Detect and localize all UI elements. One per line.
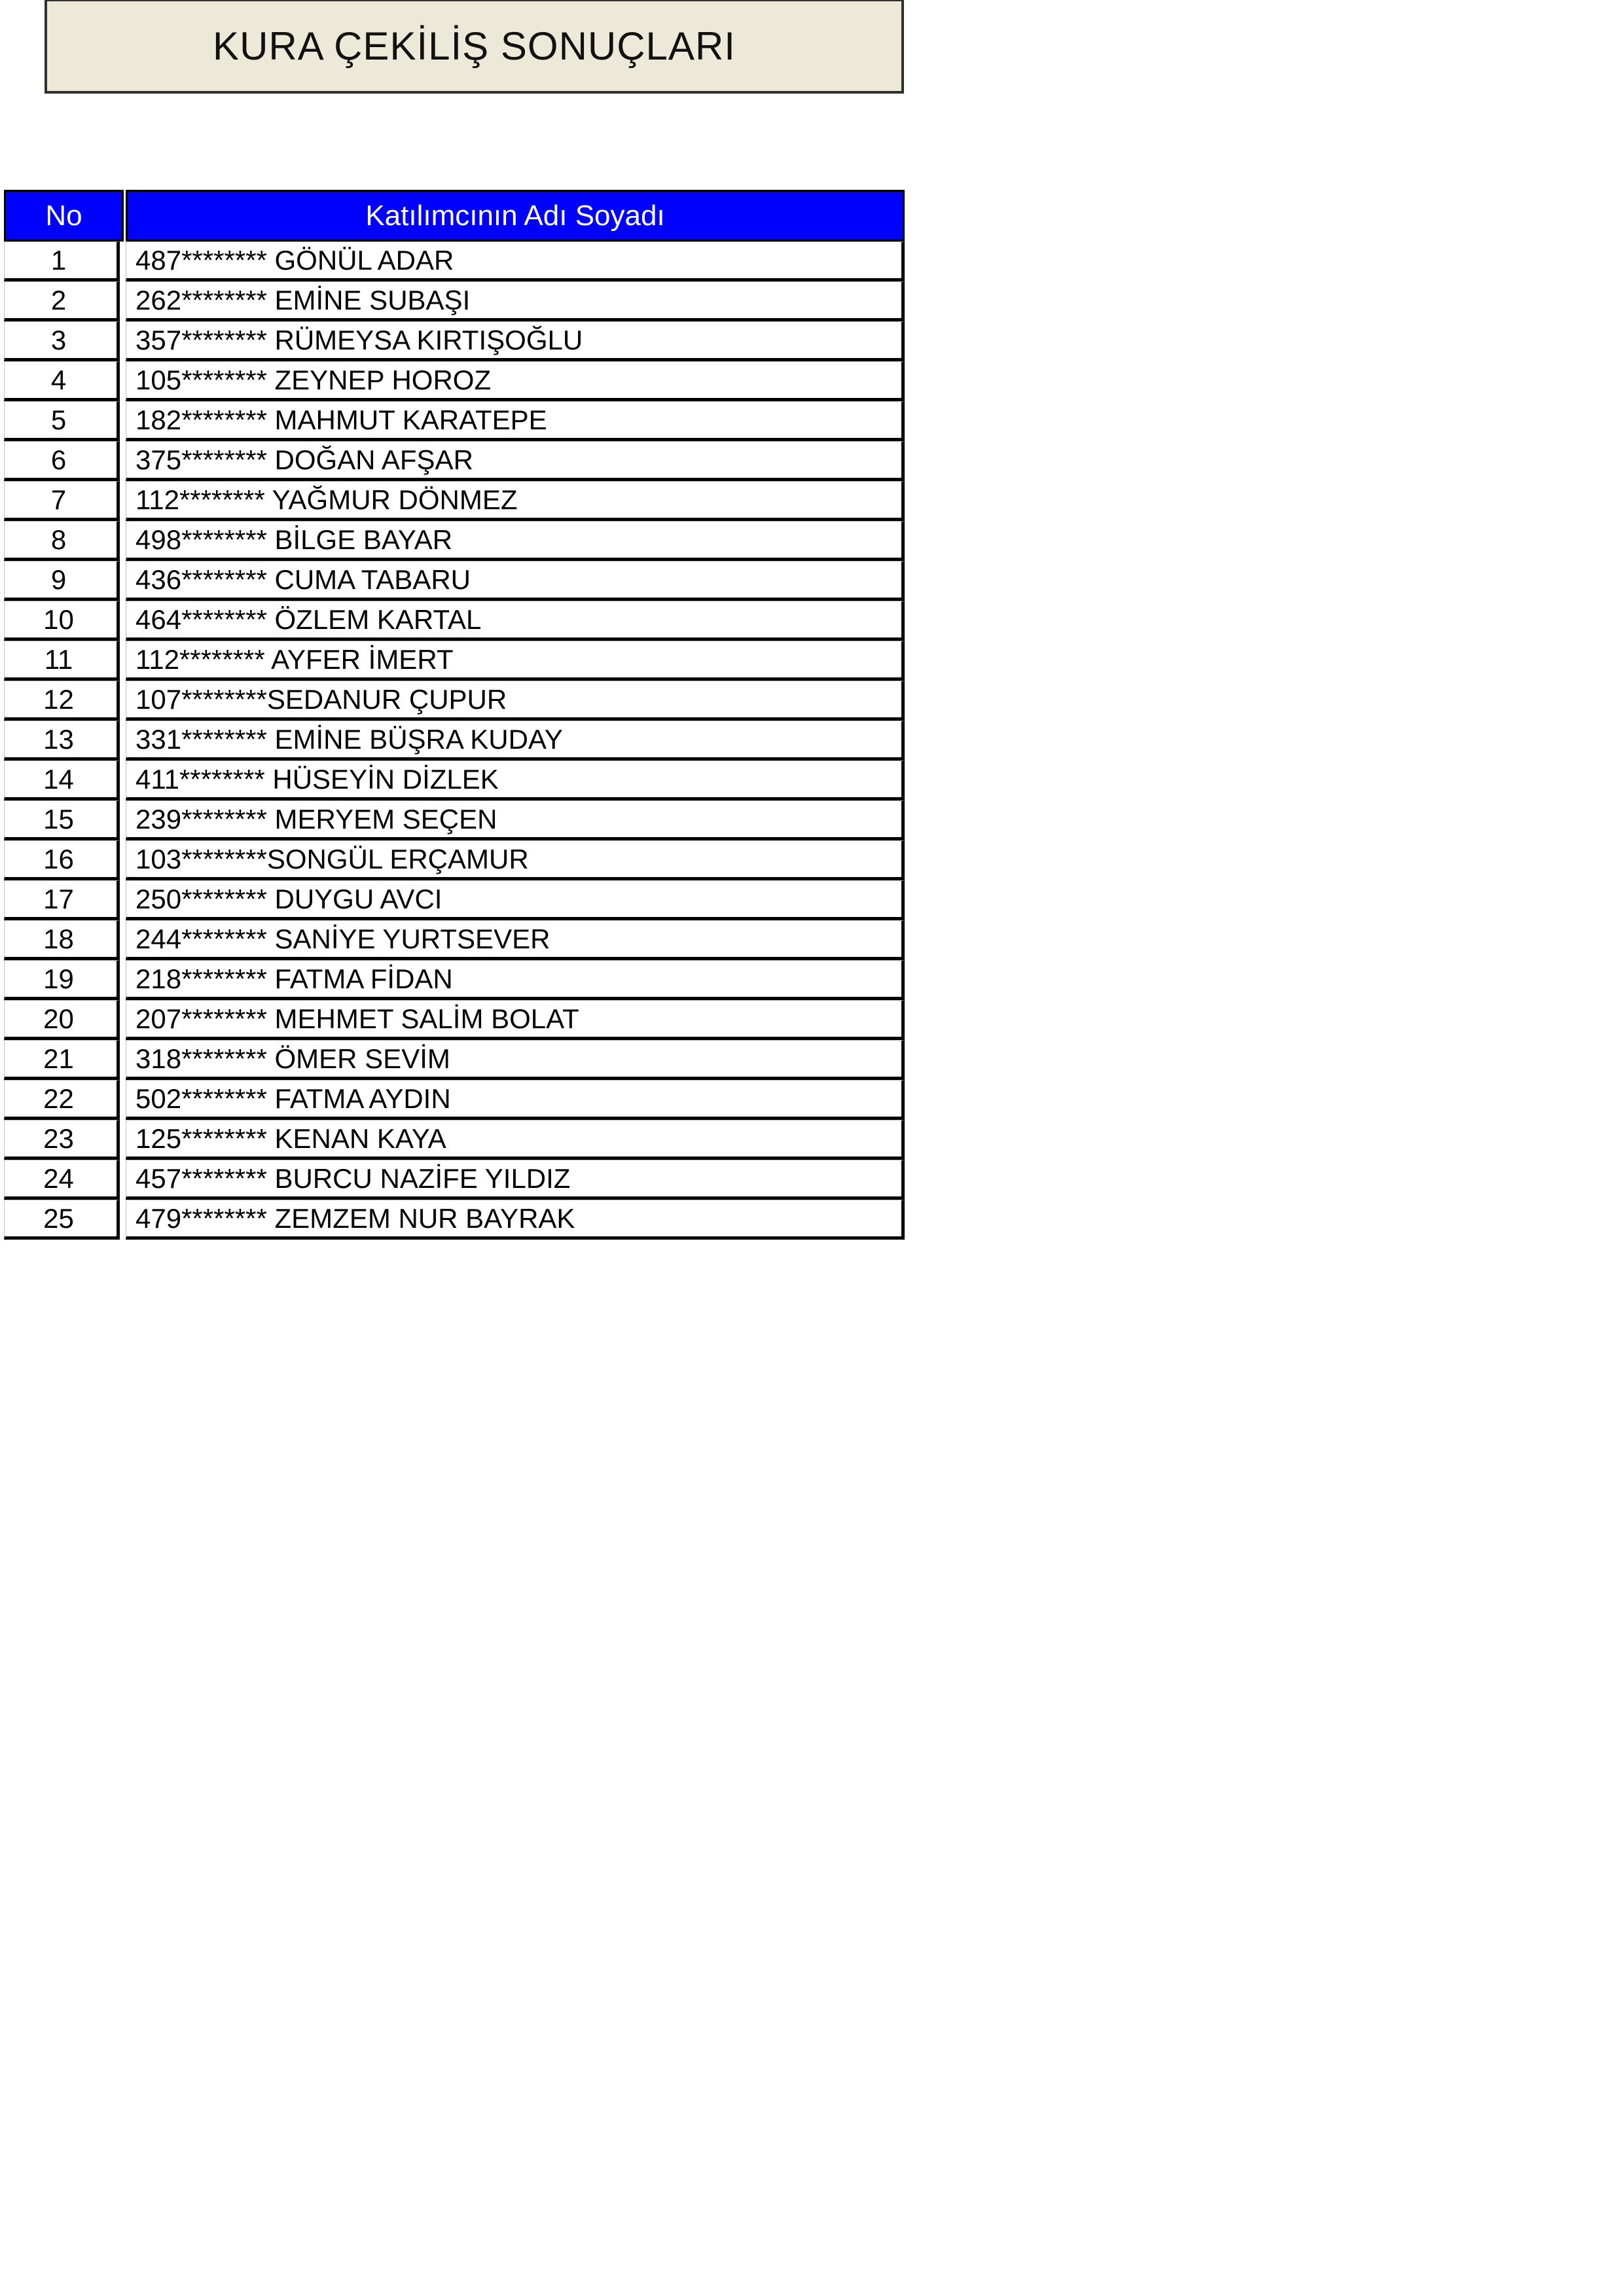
row-number-cell: 2 [4,281,120,321]
participant-name-cell: 375******** DOĞAN AFŞAR [126,441,905,481]
table-row [4,761,905,800]
table-row [4,242,905,281]
table-row [4,561,905,601]
table-row [4,960,905,1000]
row-number-cell: 17 [4,880,120,920]
table-row [4,1040,905,1080]
table-row [4,1000,905,1040]
row-number-cell: 16 [4,840,120,880]
participant-name-cell: 357******** RÜMEYSA KIRTIŞOĞLU [126,321,905,361]
participant-name-cell: 262******** EMİNE SUBAŞI [126,281,905,321]
participant-name-cell: 411******** HÜSEYİN DİZLEK [126,761,905,800]
row-number-cell: 18 [4,920,120,960]
participant-name-cell: 207******** MEHMET SALİM BOLAT [126,1000,905,1040]
row-number-cell: 15 [4,800,120,840]
participant-name-cell: 125******** KENAN KAYA [126,1120,905,1160]
participant-name-cell: 112******** AYFER İMERT [126,641,905,681]
table-row [4,641,905,681]
table-row [4,521,905,561]
participant-name-cell: 502******** FATMA AYDIN [126,1080,905,1120]
page-title: KURA ÇEKİLİŞ SONUÇLARI [213,24,736,68]
table-row [4,321,905,361]
row-number-cell: 9 [4,561,120,601]
participant-name-cell: 318******** ÖMER SEVİM [126,1040,905,1080]
row-number-cell: 8 [4,521,120,561]
table-row [4,361,905,401]
participant-name-cell: 103********SONGÜL ERÇAMUR [126,840,905,880]
participant-name-cell: 464******** ÖZLEM KARTAL [126,601,905,641]
row-number-cell: 19 [4,960,120,1000]
table-row [4,401,905,441]
participant-name-cell: 498******** BİLGE BAYAR [126,521,905,561]
row-number-cell: 13 [4,721,120,761]
row-number-cell: 20 [4,1000,120,1040]
row-number-cell: 7 [4,481,120,521]
row-number-cell: 4 [4,361,120,401]
participant-name-cell: 479******** ZEMZEM NUR BAYRAK [126,1200,905,1240]
row-number-cell: 1 [4,242,120,281]
table-row [4,1160,905,1200]
participant-name-cell: 239******** MERYEM SEÇEN [126,800,905,840]
row-number-cell: 6 [4,441,120,481]
column-header-name: Katılımcının Adı Soyadı [126,190,905,242]
table-row [4,601,905,641]
title-box [45,0,904,94]
table-row [4,441,905,481]
results-table-body [4,242,905,1240]
table-row [4,1080,905,1120]
row-number-cell: 14 [4,761,120,800]
participant-name-cell: 244******** SANİYE YURTSEVER [126,920,905,960]
row-number-cell: 11 [4,641,120,681]
table-row [4,840,905,880]
participant-name-cell: 218******** FATMA FİDAN [126,960,905,1000]
row-number-cell: 5 [4,401,120,441]
participant-name-cell: 331******** EMİNE BÜŞRA KUDAY [126,721,905,761]
participant-name-cell: 112******** YAĞMUR DÖNMEZ [126,481,905,521]
row-number-cell: 24 [4,1160,120,1200]
participant-name-cell: 182******** MAHMUT KARATEPE [126,401,905,441]
participant-name-cell: 436******** CUMA TABARU [126,561,905,601]
row-number-cell: 22 [4,1080,120,1120]
table-row [4,681,905,721]
participant-name-cell: 457******** BURCU NAZİFE YILDIZ [126,1160,905,1200]
table-row [4,1200,905,1240]
participant-name-cell: 250******** DUYGU AVCI [126,880,905,920]
participant-name-cell: 105******** ZEYNEP HOROZ [126,361,905,401]
table-row [4,1120,905,1160]
row-number-cell: 23 [4,1120,120,1160]
participant-name-cell: 487******** GÖNÜL ADAR [126,242,905,281]
participant-name-cell: 107********SEDANUR ÇUPUR [126,681,905,721]
table-row [4,800,905,840]
column-header-no: No [4,190,124,242]
table-row [4,920,905,960]
row-number-cell: 10 [4,601,120,641]
table-row [4,281,905,321]
table-row [4,721,905,761]
row-number-cell: 3 [4,321,120,361]
table-row [4,880,905,920]
row-number-cell: 12 [4,681,120,721]
row-number-cell: 25 [4,1200,120,1240]
table-row [4,481,905,521]
row-number-cell: 21 [4,1040,120,1080]
